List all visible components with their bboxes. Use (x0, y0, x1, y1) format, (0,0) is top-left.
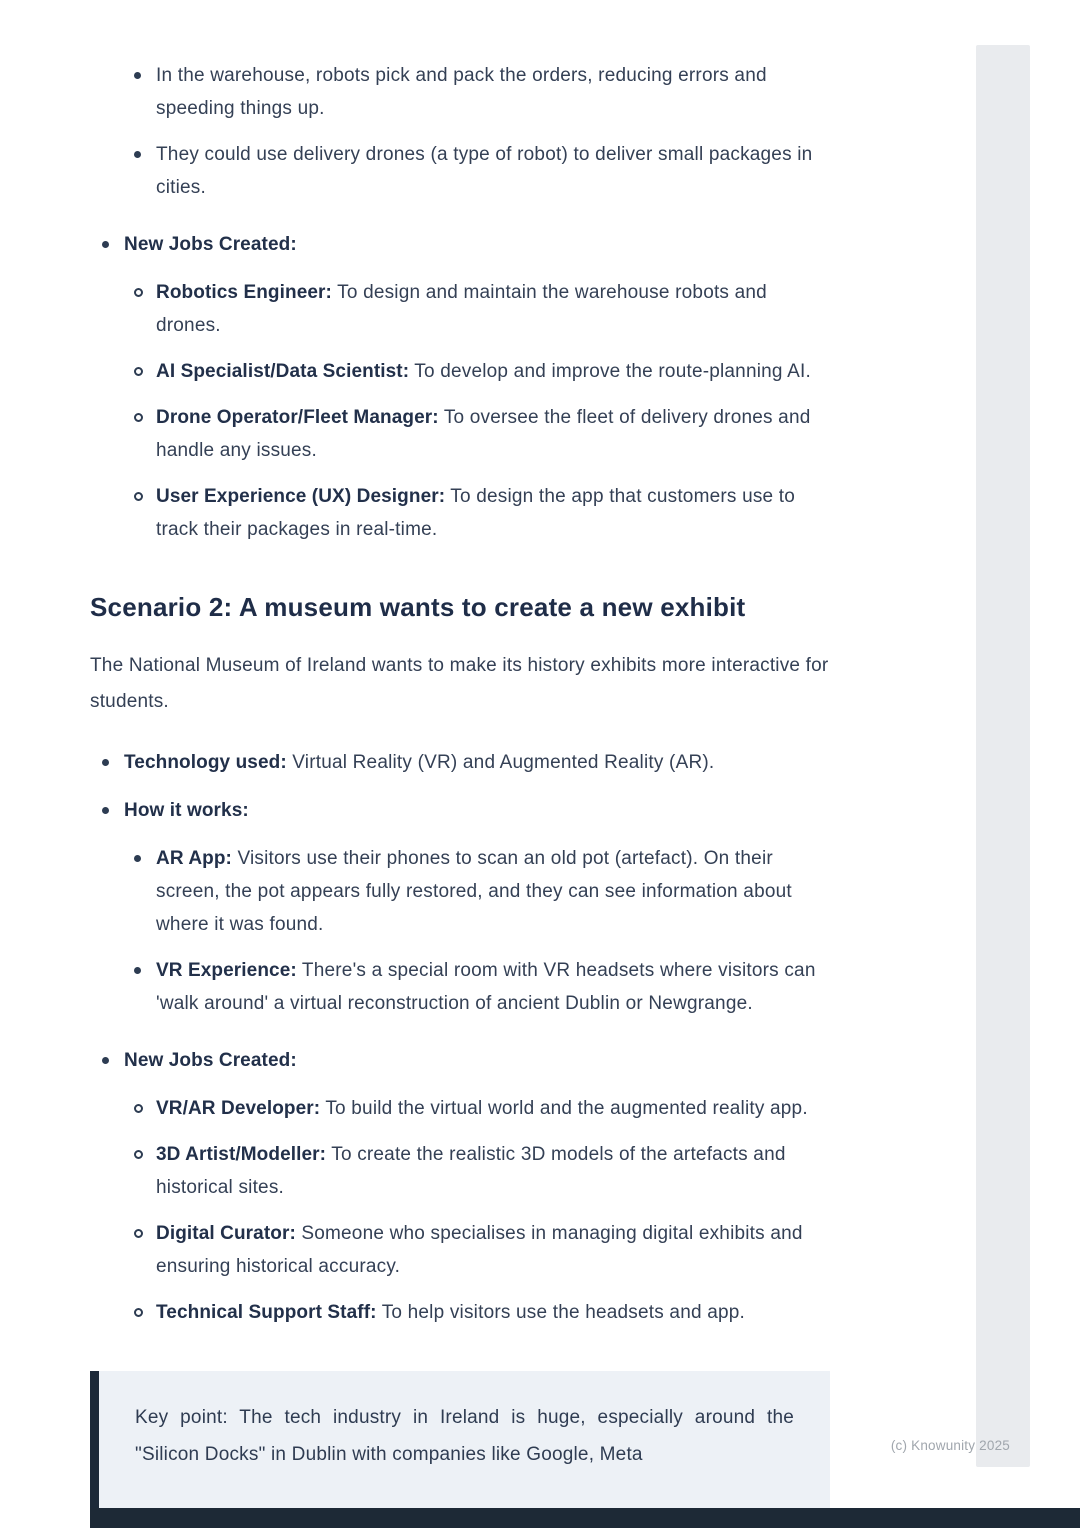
bullet-icon (102, 241, 109, 248)
job-title: VR/AR Developer: (156, 1098, 321, 1119)
list-item (90, 954, 830, 1020)
list-item-text: In the warehouse, robots pick and pack the orders, reducing errors and speeding things up. (156, 65, 767, 119)
how-it-works-sublist (90, 842, 830, 1020)
technology-label: Technology used: (124, 752, 287, 773)
job-description: To build the virtual world and the augmented reality app. (320, 1098, 808, 1119)
how-it-works-header-item (90, 794, 830, 827)
how-it-works-header: How it works: (124, 800, 249, 821)
how-item-title: VR Experience: (156, 960, 297, 981)
jobs1-header-item (90, 228, 830, 261)
job-title: User Experience (UX) Designer: (156, 486, 446, 507)
key-point-text: Key point: The tech industry in Ireland is huge, especially around the "Silicon Docks" in Dublin with companies like Google, Meta (135, 1407, 794, 1465)
hollow-bullet-icon (134, 1308, 143, 1317)
key-point-callout (90, 1371, 830, 1528)
job-description: To oversee the fleet of delivery drones and handle any issues. (156, 407, 811, 461)
job-description: To design and maintain the warehouse robots and drones. (156, 282, 767, 336)
jobs1-header: New Jobs Created: (124, 234, 297, 255)
how-item-text: There's a special room with VR headsets where visitors can 'walk around' a virtual reconstruction of ancient Dublin or Newgrange. (156, 960, 816, 1014)
job-title: 3D Artist/Modeller: (156, 1144, 327, 1165)
technology-item (90, 746, 830, 779)
list-item (90, 401, 830, 467)
scenario2-intro: The National Museum of Ireland wants to make its history exhibits more interactive for students. (90, 655, 829, 712)
list-item (90, 59, 830, 125)
bullet-icon (134, 72, 141, 79)
job-description: To design the app that customers use to track their packages in real-time. (156, 486, 796, 540)
hollow-bullet-icon (134, 413, 143, 422)
job-description: Someone who specialises in managing digital exhibits and ensuring historical accuracy. (156, 1223, 803, 1277)
bullet-icon (102, 807, 109, 814)
job-title: Technical Support Staff: (156, 1302, 377, 1323)
hollow-bullet-icon (134, 492, 143, 501)
hollow-bullet-icon (134, 1150, 143, 1159)
how-item-text: Visitors use their phones to scan an old pot (artefact). On their screen, the pot appears fully restored, and they can see information about where it was found. (156, 848, 792, 935)
bullet-icon (102, 1057, 109, 1064)
list-item (90, 355, 830, 388)
scrollbar-track[interactable] (976, 45, 1030, 1467)
watermark: (c) Knowunity 2025 (890, 1438, 1010, 1453)
list-item (90, 138, 830, 204)
document-content (90, 46, 830, 1528)
jobs2-header: New Jobs Created: (124, 1050, 297, 1071)
scenario2-heading: Scenario 2: A museum wants to create a new exhibit (90, 592, 746, 622)
job-title: AI Specialist/Data Scientist: (156, 361, 410, 382)
technology-text: Virtual Reality (VR) and Augmented Reality (AR). (286, 752, 715, 773)
list-item (90, 1217, 830, 1283)
list-item (90, 276, 830, 342)
list-item (90, 1296, 830, 1329)
warehouse-sublist (90, 59, 830, 204)
list-item-text: They could use delivery drones (a type of robot) to deliver small packages in cities. (156, 144, 813, 198)
bullet-icon (102, 759, 109, 766)
hollow-bullet-icon (134, 1104, 143, 1113)
job-description: To create the realistic 3D models of the artefacts and historical sites. (156, 1144, 786, 1198)
list-item (90, 480, 830, 546)
jobs1-sublist (90, 276, 830, 546)
hollow-bullet-icon (134, 367, 143, 376)
bullet-icon (134, 855, 141, 862)
hollow-bullet-icon (134, 1229, 143, 1238)
jobs2-header-item (90, 1044, 830, 1077)
job-title: Drone Operator/Fleet Manager: (156, 407, 439, 428)
job-title: Digital Curator: (156, 1223, 296, 1244)
list-item (90, 1092, 830, 1125)
list-item (90, 1138, 830, 1204)
list-item (90, 842, 830, 941)
job-title: Robotics Engineer: (156, 282, 332, 303)
jobs2-sublist (90, 1092, 830, 1329)
job-description: To develop and improve the route-planning AI. (409, 361, 811, 382)
hollow-bullet-icon (134, 288, 143, 297)
how-item-title: AR App: (156, 848, 232, 869)
bullet-icon (134, 967, 141, 974)
page-bottom-bar (90, 1508, 1080, 1528)
job-description: To help visitors use the headsets and app. (376, 1302, 745, 1323)
bullet-icon (134, 151, 141, 158)
